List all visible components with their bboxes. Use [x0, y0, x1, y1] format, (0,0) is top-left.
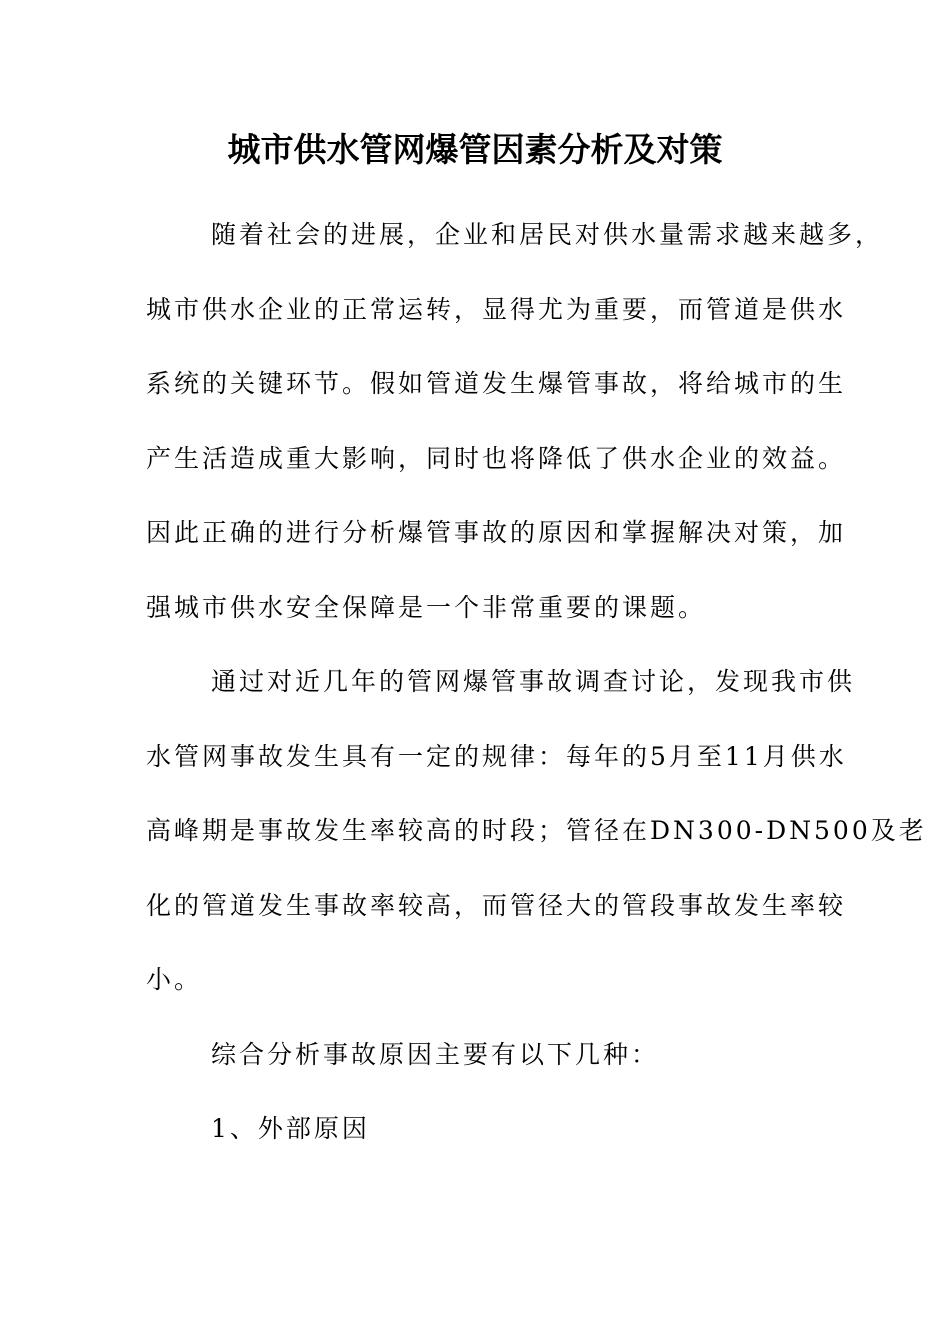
- document-title: 城市供水管网爆管因素分析及对策: [227, 130, 723, 169]
- section-heading: 1、外部原因: [211, 1114, 370, 1143]
- paragraph-line: 综合分析事故原因主要有以下几种：: [211, 1040, 660, 1069]
- paragraph-line: 强城市供水安全保障是一个非常重要的课题。: [146, 593, 707, 622]
- paragraph-line: 化的管道发生事故率较高，而管径大的管段事故发生率较: [146, 891, 847, 920]
- paragraph-line: 随着社会的进展，企业和居民对供水量需求越来越多，: [211, 220, 884, 249]
- paragraph-line: 高峰期是事故发生率较高的时段；管径在DN300-DN500及老: [146, 816, 927, 845]
- paragraph-line: 产生活造成重大影响，同时也将降低了供水企业的效益。: [146, 444, 847, 473]
- paragraph-line: 系统的关键环节。假如管道发生爆管事故，将给城市的生: [146, 369, 847, 398]
- paragraph-line: 水管网事故发生具有一定的规律：每年的5月至11月供水: [146, 742, 847, 771]
- paragraph-line: 通过对近几年的管网爆管事故调查讨论，发现我市供: [211, 667, 856, 696]
- paragraph-line: 因此正确的进行分析爆管事故的原因和掌握解决对策，加: [146, 518, 847, 547]
- paragraph-line: 小。: [146, 965, 203, 994]
- paragraph-line: 城市供水企业的正常运转，显得尤为重要，而管道是供水: [146, 295, 847, 324]
